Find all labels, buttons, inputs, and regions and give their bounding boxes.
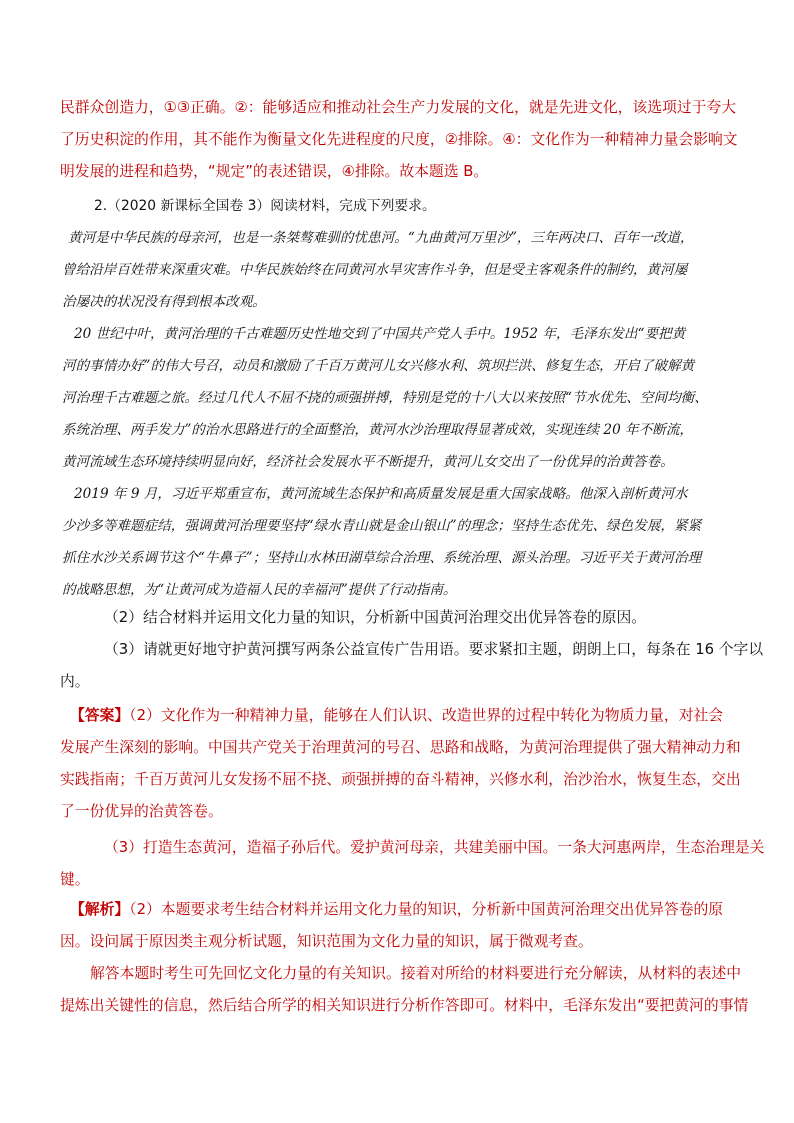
answer-2-line-2: 发展产生深刻的影响。中国共产党关于治理黄河的号召、思路和战略，为黄河治理提供了强大精神动力和 [60,739,741,756]
answer-2-line-1: （2）文化作为一种精神力量，能够在人们认识、改造世界的过程中转化为物质力量，对社会 [129,707,724,724]
question-3-prompt-line-2: 内。 [60,673,90,690]
analysis-text-line-2: 因。设问属于原因类主观分析试题，知识范围为文化力量的知识，属于微观考查。 [60,933,593,950]
material-p3-line-4: 的战略思想，为“让黄河成为造福人民的幸福河”提供了行动指南。 [62,582,457,598]
material-p1-line-1: 黄河是中华民族的母亲河，也是一条桀骜难驯的忧患河。“九曲黄河万里沙”，三年两决口、百年一改道， [68,230,694,246]
answer-2-line-4: 了一份优异的治黄答卷。 [60,803,223,820]
material-p2-line-1: 20 世纪中叶，黄河治理的千古难题历史性地交到了中国共产党人手中。1952 年，毛泽东发出“要把黄 [74,326,686,342]
analysis-line-1 [70,900,723,920]
question-2-prompt: （2）结合材料并运用文化力量的知识，分析新中国黄河治理交出优异答卷的原因。 [104,609,647,626]
answer-3-line-2: 键。 [60,871,90,888]
material-p3-line-3: 抓住水沙关系调节这个“牛鼻子”；坚持山水林田湖草综合治理、系统治理、源头治理。习近平关于黄河治理 [62,550,702,566]
material-p2-line-3: 河治理千古难题之旅。经过几代人不屈不挠的顽强拼搏，特别是党的十八大以来按照“节水优先、空间均衡、 [62,390,708,406]
analysis-text-line-3: 解答本题时考生可先回忆文化力量的有关知识。接着对所给的材料要进行充分解读，从材料的表述中 [90,965,742,982]
answer-tag: 【答案】 [70,707,130,724]
prev-analysis-line-3: 明发展的进程和趋势，“规定”的表述错误，④排除。故本题选 B。 [60,163,489,180]
analysis-tag: 【解析】 [70,901,130,918]
material-p3-line-1: 2019 年 9 月，习近平郑重宣布，黄河流域生态保护和高质量发展是重大国家战略。他深入剖析黄河水 [74,486,688,502]
material-p2-line-2: 河的事情办好”的伟大号召，动员和激励了千百万黄河儿女兴修水利、筑坝拦洪、修复生态，开启了破解黄 [62,358,695,374]
answer-2-line-3: 实践指南；千百万黄河儿女发扬不屈不挠、顽强拼搏的奋斗精神，兴修水利，治沙治水，恢复生态，交出 [60,771,741,788]
answer-3-line-1: （3）打造生态黄河，造福子孙后代。爱护黄河母亲，共建美丽中国。一条大河惠两岸，生态治理是关 [104,839,765,856]
material-p1-line-2: 曾给沿岸百姓带来深重灾难。中华民族始终在同黄河水旱灾害作斗争，但是受主客观条件的制约，黄河屡 [62,262,688,278]
analysis-text-line-1: （2）本题要求考生结合材料并运用文化力量的知识，分析新中国黄河治理交出优异答卷的原 [129,901,724,918]
analysis-text-line-4: 提炼出关键性的信息，然后结合所学的相关知识进行分析作答即可。材料中，毛泽东发出“要把黄河的事情 [60,997,749,1014]
material-p1-line-3: 治屡决的状况没有得到根本改观。 [62,294,266,310]
answer-line-1 [70,706,723,726]
question-header: 2.（2020 新课标全国卷 3）阅读材料，完成下列要求。 [94,198,436,214]
question-3-prompt-line-1: （3）请就更好地守护黄河撰写两条公益宣传广告用语。要求紧扣主题，朗朗上口，每条在 16 个字以 [104,641,764,658]
prev-analysis-line-1: 民群众创造力，①③正确。②：能够适应和推动社会生产力发展的文化，就是先进文化，该选项过于夸大 [60,99,737,116]
material-p2-line-4: 系统治理、两手发力”的治水思路进行的全面整治，黄河水沙治理取得显著成效，实现连续 20 年不断流， [62,422,694,438]
material-p2-line-5: 黄河流域生态环境持续明显向好，经济社会发展水平不断提升，黄河儿女交出了一份优异的治黄答卷。 [62,454,674,470]
prev-analysis-line-2: 了历史积淀的作用，其不能作为衡量文化先进程度的尺度，②排除。④：文化作为一种精神力量会影响文 [60,131,738,148]
material-p3-line-2: 少沙多等难题症结，强调黄河治理要坚持“绿水青山就是金山银山”的理念；坚持生态优先、绿色发展，紧紧 [62,518,702,534]
